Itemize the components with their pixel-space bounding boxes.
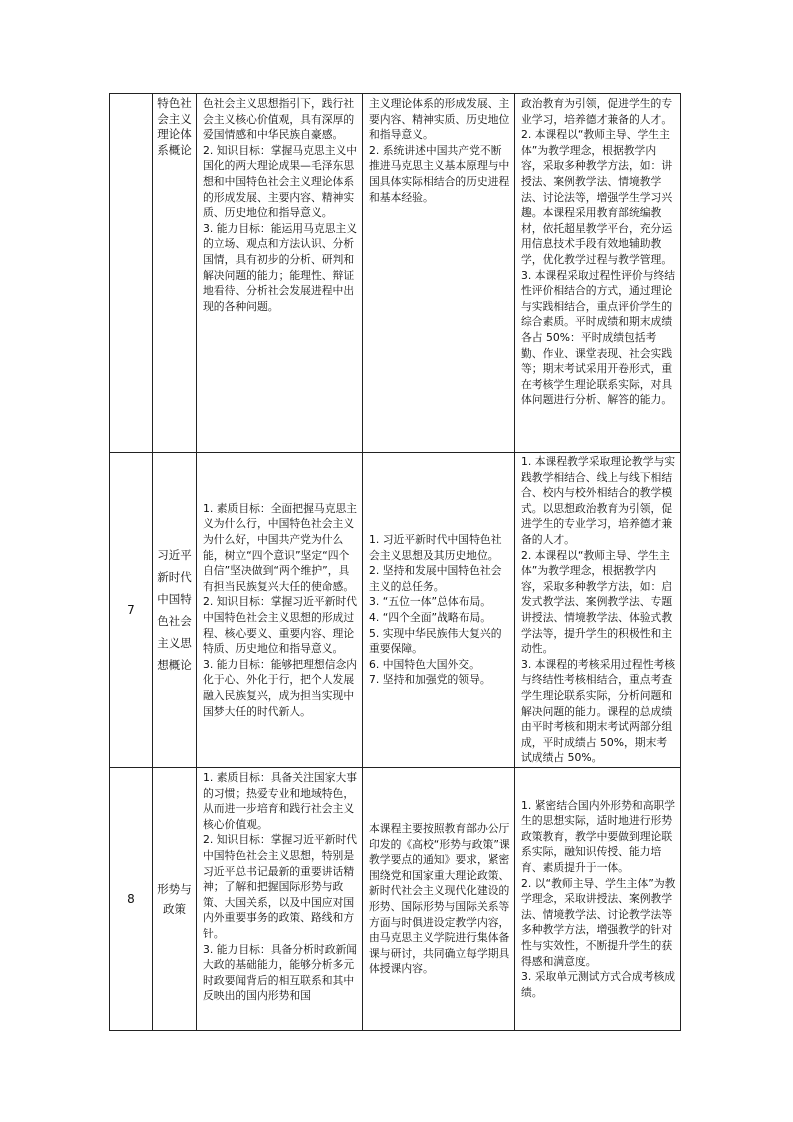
objective-item: 色社会主义思想指引下，践行社会主义核心价值观，具有深厚的爱国情感和中华民族自豪感。 (203, 97, 355, 142)
objective-item: 3. 能力目标：能运用马克思主义的立场、观点和方法认识、分析国情，具有初步的分析、研判和解决问题的能力；能理性、辩证地看待、分析社会发展进程中出现的各种问题。 (203, 221, 358, 313)
requirement-item: 3. 本课程的考核采用过程性考核与终结性考核相结合，重点考查学生理论联系实际，分析问题和解决问题的能力。课程的总成绩由平时考核和期末考试两部分组成，平时成绩占 50%，期末考试成绩占 50%。 (521, 657, 676, 765)
course-name: 习近平新时代中国特色社会主义思想概论 (157, 548, 192, 672)
requirement-item: 2. 本课程以“教师主导、学生主体”为教学理念，根据教学内容，采取多种教学方法，如：启发式教学法、案例教学法、专题讲授法、情境教学法、体验式教学法等，提升学生的积极性和主动性。 (521, 548, 673, 656)
requirements-cell (515, 768, 681, 1031)
course-name: 形势与政策 (157, 882, 192, 916)
content-item: 主义理论体系的形成发展、主要内容、精神实质、历史地位和指导意义。 (369, 97, 510, 142)
requirement-item: 1. 紧密结合国内外形势和高职学生的思想实际，适时地进行形势政策教育，教学中要做到理论联系实际，融知识传授、能力培育、素质提升于一体。 (521, 798, 676, 875)
objectives-cell (197, 768, 363, 1031)
content-item: 2. 系统讲述中国共产党不断推进马克思主义基本原理与中国具体实际相结合的历史进程和基本经验。 (369, 143, 510, 204)
course-name: 特色社会主义理论体系概论 (157, 96, 192, 157)
requirement-item: 1. 本课程教学采取理论教学与实践教学相结合、线上与线下相结合、校内与校外相结合的教学模式。以思想政治教育为引领，促进学生的专业学习，培养德才兼备的人才。 (521, 455, 676, 547)
objective-item: 1. 素质目标：全面把握马克思主义为什么行，中国特色社会主义为什么好，中国共产党为什么能，树立“四个意识”坚定“四个自信”坚决做到“两个维护”，具有担当民族复兴大任的使命感。 (203, 501, 358, 593)
table-row (110, 453, 681, 768)
content-item: 本课程主要按照教育部办公厅印发的《高校“形势与政策”课教学要点的通知》要求，紧密围绕党和国家重大理论政策、新时代社会主义现代化建设的形势、国际形势与国际关系等方面与时俱进设定教学内容，由马克思主义学院进行集体备课与研讨，共同确立每学期具体授课内容。 (369, 822, 510, 976)
content-item: 1. 习近平新时代中国特色社会主义思想及其历史地位。 (369, 533, 502, 562)
course-table (109, 93, 681, 1031)
content-item: 7. 坚持和加强党的领导。 (369, 673, 491, 687)
row-number (110, 94, 153, 453)
content-item: 4. “四个全面”战略布局。 (369, 611, 492, 624)
content-item: 5. 实现中华民族伟大复兴的重要保障。 (369, 626, 502, 656)
objectives-cell (197, 453, 363, 768)
requirement-item: 政治教育为引领，促进学生的专业学习，培养德才兼备的人才。 (521, 97, 673, 126)
course-name-cell (153, 94, 197, 453)
row-number: 8 (110, 768, 153, 1031)
objectives-cell (197, 94, 363, 453)
content-item: 3. “五位一体”总体布局。 (369, 595, 492, 609)
course-name-cell (153, 453, 197, 768)
content-cell (363, 94, 515, 453)
row-number: 7 (110, 453, 153, 768)
content-cell (363, 768, 515, 1031)
table-row (110, 768, 681, 1031)
requirement-item: 3. 采取单元测试方式合成考核成绩。 (521, 970, 676, 999)
objective-item: 3. 能力目标：能够把理想信念内化于心、外化于行，把个人发展融入民族复兴，成为担当实现中国梦大任的时代新人。 (203, 657, 358, 718)
objective-item: 2. 知识目标：掌握习近平新时代中国特色社会主义思想，特别是习近平总书记最新的重要讲话精神；了解和把握国际形势与政策、大国关系，以及中国应对国内外重要事务的政策、路线和方针。 (203, 833, 358, 940)
objective-item: 2. 知识目标：掌握马克思主义中国化的两大理论成果—毛泽东思想和中国特色社会主义理论体系的形成发展、主要内容、精神实质、历史地位和指导意义。 (203, 143, 358, 220)
content-item: 6. 中国特色大国外交。 (369, 657, 480, 671)
content-cell (363, 453, 515, 768)
table-row (110, 94, 681, 453)
course-name-cell (153, 768, 197, 1031)
requirement-item: 2. 本课程以“教师主导、学生主体”为教学理念，根据教学内容，采取多种教学方法，如：讲授法、案例教学法、情境教学法、讨论法等，增强学生学习兴趣。本课程采用教育部统编教材，依托超星教学平台，充分运用信息技术手段有效地辅助教学，优化教学过程与教学管理。 (521, 128, 673, 266)
requirement-item: 2. 以“教师主导、学生主体”为教学理念，采取讲授法、案例教学法、情境教学法、讨论教学法等多种教学方法，增强教学的针对性与实效性，不断提升学生的获得感和满意度。 (521, 876, 676, 968)
objective-item: 2. 知识目标：掌握习近平新时代中国特色社会主义思想的形成过程、核心要义、重要内容、理论特质、历史地位和指导意义。 (203, 595, 358, 656)
objective-item: 3. 能力目标：具备分析时政新闻大政的基础能力，能够分析多元时政要闻背后的相互联系和其中反映出的国内形势和国 (203, 942, 358, 1003)
requirements-cell (515, 453, 681, 768)
content-item: 2. 坚持和发展中国特色社会主义的总任务。 (369, 564, 502, 593)
requirement-item: 3. 本课程采取过程性评价与终结性评价相结合的方式，通过理论与实践相结合，重点评价学生的综合素质。平时成绩和期末成绩各占 50%：平时成绩包括考勤、作业、课堂表现、社会实践等；期末考试采用开卷形式，重在考核学生理论联系实际，对具体问题进行分析、解答的能力。 (521, 268, 676, 407)
objective-item: 1. 素质目标：具备关注国家大事的习惯；热爱专业和地域特色，从而进一步培育和践行社会主义核心价值观。 (203, 771, 358, 831)
requirements-cell (515, 94, 681, 453)
